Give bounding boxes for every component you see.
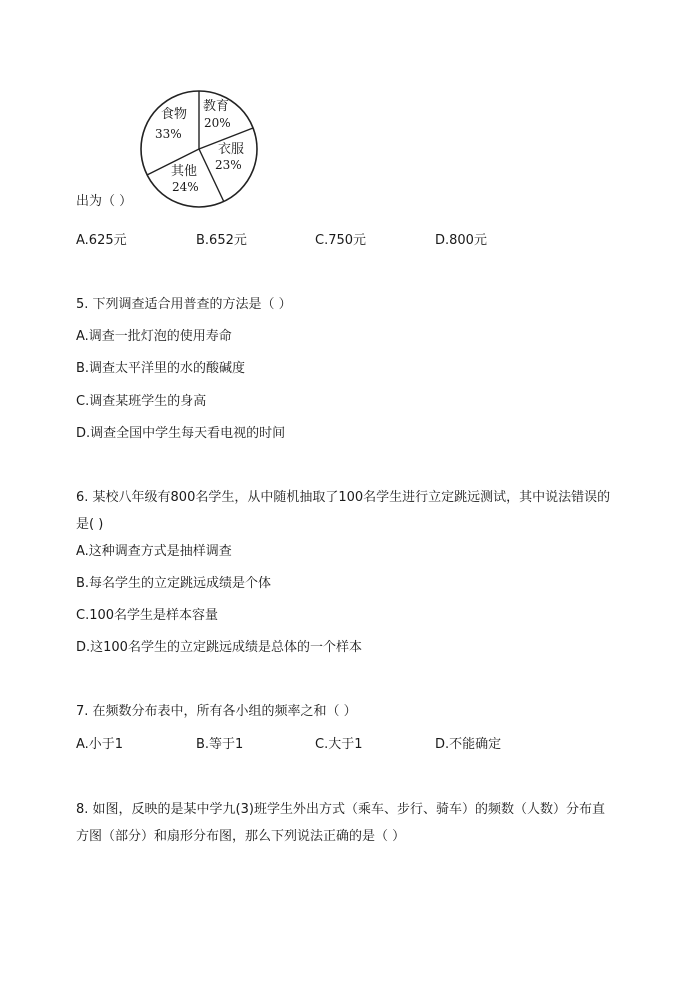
q4-option-d: D.800元: [435, 233, 487, 248]
q5-option-a: A.调查一批灯泡的使用寿命: [76, 329, 232, 344]
q5-option-d: D.调查全国中学生每天看电视的时间: [76, 426, 286, 441]
pie-label-yifu: 衣服: [218, 142, 245, 157]
q5-option-c: C.调查某班学生的身高: [76, 394, 207, 409]
q4-option-b: B.652元: [196, 233, 247, 248]
pie-chart: [138, 88, 260, 210]
q7-option-d: D.不能确定: [435, 737, 502, 752]
pie-label-shiwu: 食物: [161, 107, 188, 122]
q6-option-d: D.这100名学生的立定跳远成绩是总体的一个样本: [76, 640, 362, 655]
pie-label-jiaoyu: 教育: [203, 99, 230, 114]
q4-stem-tail: 出为（ ）: [76, 194, 133, 209]
pie-label-qita: 其他: [171, 164, 198, 179]
pie-pct-qita: 24%: [172, 180, 199, 194]
q7-option-c: C.大于1: [315, 737, 363, 752]
q5-option-b: B.调查太平洋里的水的酸碱度: [76, 361, 246, 376]
q5-stem: 5. 下列调查适合用普查的方法是（ ）: [76, 297, 292, 312]
q7-stem: 7. 在频数分布表中，所有各小组的频率之和（ ）: [76, 704, 357, 719]
pie-pct-shiwu: 33%: [155, 127, 182, 141]
q6-option-a: A.这种调查方式是抽样调查: [76, 544, 232, 559]
pie-pct-yifu: 23%: [215, 158, 242, 172]
q7-option-a: A.小于1: [76, 737, 124, 752]
q6-stem: 6. 某校八年级有800名学生，从中随机抽取了100名学生进行立定跳远测试，其中说法错误的是( ): [76, 490, 611, 532]
pie-pct-jiaoyu: 20%: [204, 116, 231, 130]
q8-stem: 8. 如图，反映的是某中学九(3)班学生外出方式（乘车、步行、骑车）的频数（人数）分布直方图（部分）和扇形分布图，那么下列说法正确的是（ ）: [76, 802, 605, 844]
q6-option-b: B.每名学生的立定跳远成绩是个体: [76, 576, 272, 591]
q6-option-c: C.100名学生是样本容量: [76, 608, 219, 623]
q4-option-c: C.750元: [315, 233, 367, 248]
q4-option-a: A.625元: [76, 233, 127, 248]
q7-option-b: B.等于1: [196, 737, 244, 752]
